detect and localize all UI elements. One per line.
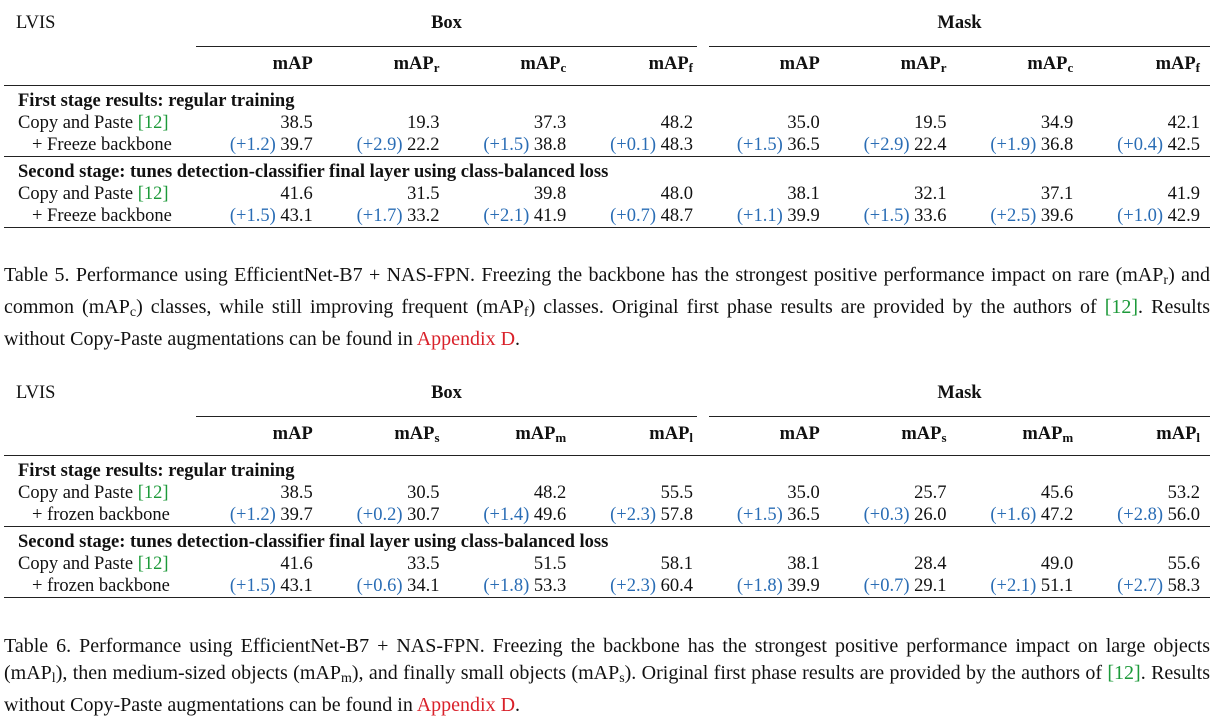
caption-math: mAP$_m$ <box>299 662 352 686</box>
metric-header: mAP$_c$ <box>1027 54 1074 75</box>
table-cell <box>1083 575 1210 598</box>
metric-value: 39.9 <box>787 206 820 226</box>
metric-value: 57.8 <box>660 505 693 525</box>
delta-value: (+1.5) <box>229 206 276 226</box>
section-title: First stage results: regular training <box>4 86 1210 113</box>
table-cell <box>703 205 830 228</box>
metric-value: 19.5 <box>914 113 947 133</box>
delta-value: (+1.2) <box>229 505 276 525</box>
metric-value: 58.3 <box>1167 576 1200 596</box>
delta-value: (+0.1) <box>610 135 656 155</box>
metric-value: 49.0 <box>1040 554 1074 574</box>
delta-value: (+2.1) <box>990 576 1037 596</box>
metric-value: 48.2 <box>533 483 567 503</box>
table-cell <box>1083 504 1210 527</box>
caption-text: . Results without Copy-Paste augmentations can be found in <box>4 296 1210 350</box>
table-cell <box>576 183 703 205</box>
citation-link[interactable]: [12] <box>137 184 169 204</box>
metric-value: 41.9 <box>533 206 567 226</box>
caption-text: ) and common ( <box>4 264 1210 318</box>
metric-value: 22.2 <box>407 135 440 155</box>
metric-value: 30.7 <box>407 505 440 525</box>
table-cell <box>957 183 1084 205</box>
table-cell <box>576 205 703 228</box>
caption-text: ), and finally small objects ( <box>351 662 579 684</box>
table-cell <box>957 112 1084 134</box>
caption-math: mAP$_s$ <box>578 662 625 686</box>
metric-value: 39.7 <box>280 505 313 525</box>
table-cell <box>196 112 323 134</box>
metric-header: mAP$_s$ <box>394 424 440 445</box>
delta-value: (+0.7) <box>610 206 656 226</box>
table-cell <box>196 553 323 575</box>
table-cell <box>830 575 957 598</box>
table-cell <box>1083 112 1210 134</box>
caption-math: mAP$_l$ <box>10 662 56 686</box>
table-cell <box>323 134 450 157</box>
metric-value: 47.2 <box>1040 505 1074 525</box>
table-cell <box>703 112 830 134</box>
caption-text: Table 6. Performance using EfficientNet-B7 + NAS-FPN. Freezing the backbone has the strongest positive performance impact on large objects ( <box>4 635 1210 684</box>
metric-value: 29.1 <box>914 576 947 596</box>
table-cell <box>576 553 703 575</box>
table-cell <box>957 575 1084 598</box>
metric-value: 51.5 <box>533 554 567 574</box>
metric-value: 48.7 <box>660 206 693 226</box>
metric-value: 38.8 <box>533 135 567 155</box>
citation-link[interactable]: [12] <box>137 113 169 133</box>
metric-value: 45.6 <box>1040 483 1074 503</box>
table-cell <box>957 482 1084 504</box>
metric-value: 31.5 <box>407 184 440 204</box>
delta-value: (+1.2) <box>229 135 276 155</box>
metric-header: mAP$_f$ <box>648 54 693 75</box>
blank-header <box>4 47 196 86</box>
table-row <box>4 112 1210 134</box>
table-row <box>4 553 1210 575</box>
table-row <box>4 183 1210 205</box>
table-cell <box>323 112 450 134</box>
table-cell <box>323 575 450 598</box>
table-cell <box>830 205 957 228</box>
delta-value: (+2.3) <box>610 576 656 596</box>
metric-value: 42.9 <box>1167 206 1200 226</box>
delta-value: (+1.5) <box>736 505 783 525</box>
caption-text: ), then medium-sized objects ( <box>55 662 300 684</box>
table-cell <box>576 134 703 157</box>
table-cell <box>576 575 703 598</box>
metric-header: mAP <box>779 54 820 74</box>
table-cell <box>450 553 577 575</box>
appendix-link[interactable]: Appendix D <box>416 694 516 716</box>
metric-value: 48.2 <box>660 113 693 133</box>
metric-value: 58.1 <box>660 554 693 574</box>
metric-value: 36.5 <box>787 135 820 155</box>
results-table-6 <box>4 378 1210 598</box>
delta-value: (+0.4) <box>1117 135 1163 155</box>
delta-value: (+1.9) <box>990 135 1037 155</box>
metric-value: 33.5 <box>407 554 440 574</box>
blank-header <box>4 417 196 456</box>
table-cell <box>450 482 577 504</box>
metric-value: 43.1 <box>280 206 313 226</box>
mask-group-header: Mask <box>703 378 1210 417</box>
caption-text: ). Original first phase results are provided by the authors of <box>624 662 1108 684</box>
table-cell <box>450 504 577 527</box>
metric-value: 38.1 <box>787 554 820 574</box>
results-table-5 <box>4 8 1210 228</box>
metric-header: mAP$_s$ <box>901 424 947 445</box>
table-cell <box>196 575 323 598</box>
section-title: First stage results: regular training <box>4 456 1210 483</box>
row-label: + Freeze backbone <box>4 205 196 228</box>
metric-value: 48.3 <box>660 135 693 155</box>
table-cell <box>196 134 323 157</box>
caption-math: mAP$_f$ <box>482 296 529 320</box>
metric-value: 60.4 <box>660 576 693 596</box>
box-group-header: Box <box>196 8 703 47</box>
delta-value: (+2.3) <box>610 505 656 525</box>
delta-value: (+1.1) <box>736 206 783 226</box>
table-cell <box>323 553 450 575</box>
table-cell <box>196 504 323 527</box>
table-row <box>4 482 1210 504</box>
metric-value: 42.5 <box>1167 135 1200 155</box>
metric-value: 19.3 <box>407 113 440 133</box>
table-row <box>4 575 1210 598</box>
delta-value: (+0.3) <box>863 505 910 525</box>
delta-value: (+1.7) <box>356 206 403 226</box>
metric-value: 36.5 <box>787 505 820 525</box>
metric-value: 34.9 <box>1040 113 1074 133</box>
table-cell <box>323 482 450 504</box>
metric-header: mAP <box>779 424 820 444</box>
metric-value: 33.2 <box>407 206 440 226</box>
metric-value: 48.0 <box>660 184 693 204</box>
metric-value: 41.9 <box>1167 184 1200 204</box>
citation-link[interactable]: [12] <box>1104 296 1139 318</box>
table-cell <box>576 482 703 504</box>
table-cell <box>576 504 703 527</box>
metric-value: 37.3 <box>533 113 567 133</box>
table-corner-label: LVIS <box>16 13 56 33</box>
metric-value: 53.2 <box>1167 483 1200 503</box>
delta-value: (+2.9) <box>863 135 910 155</box>
table-cell <box>196 205 323 228</box>
table-cell <box>323 183 450 205</box>
table-cell <box>196 482 323 504</box>
metric-value: 38.1 <box>787 184 820 204</box>
metric-value: 42.1 <box>1167 113 1200 133</box>
metric-value: 55.5 <box>660 483 693 503</box>
metric-value: 38.5 <box>280 113 313 133</box>
table-cell <box>957 205 1084 228</box>
table-cell <box>830 183 957 205</box>
table-cell <box>576 112 703 134</box>
table-5-caption: Table 5. Performance using EfficientNet-B7 + NAS-FPN. Freezing the backbone has the strongest positive performance impact on rare (mAP$_r$) and common (mAP$_c$) classes, while still improving frequent (mAP$_f$) classes. Original first phase results are provided by the authors of [12]. Results without Copy-Paste augmentations can be found in Appendix D. <box>4 264 1210 350</box>
metric-value: 35.0 <box>787 113 820 133</box>
table-cell <box>830 504 957 527</box>
table-cell <box>1083 183 1210 205</box>
delta-value: (+1.8) <box>736 576 783 596</box>
citation-link[interactable]: [12] <box>137 483 169 503</box>
caption-text: . Results without Copy-Paste augmentations can be found in <box>4 662 1210 716</box>
metric-value: 28.4 <box>914 554 947 574</box>
table-cell <box>703 134 830 157</box>
section-title: Second stage: tunes detection-classifier final layer using class-balanced loss <box>4 527 1210 554</box>
table-row <box>4 205 1210 228</box>
table-cell <box>450 575 577 598</box>
metric-value: 34.1 <box>407 576 440 596</box>
table-cell <box>1083 482 1210 504</box>
mask-group-header: Mask <box>703 8 1210 47</box>
table-cell <box>957 553 1084 575</box>
metric-header: mAP$_r$ <box>393 54 440 75</box>
delta-value: (+1.5) <box>863 206 910 226</box>
table-cell <box>957 134 1084 157</box>
table-cell <box>830 553 957 575</box>
metric-value: 56.0 <box>1167 505 1200 525</box>
delta-value: (+0.2) <box>356 505 403 525</box>
metric-header: mAP$_c$ <box>520 54 567 75</box>
metric-value: 38.5 <box>280 483 313 503</box>
row-label: + Freeze backbone <box>32 135 172 155</box>
metric-value: 49.6 <box>533 505 567 525</box>
delta-value: (+1.5) <box>736 135 783 155</box>
metric-value: 36.8 <box>1040 135 1074 155</box>
metric-value: 26.0 <box>914 505 947 525</box>
table-cell <box>703 575 830 598</box>
metric-value: 35.0 <box>787 483 820 503</box>
metric-value: 39.8 <box>533 184 567 204</box>
metric-header: mAP$_m$ <box>1022 424 1074 445</box>
section-title: Second stage: tunes detection-classifier final layer using class-balanced loss <box>4 157 1210 184</box>
table-corner-label: LVIS <box>16 383 56 403</box>
metric-header: mAP <box>272 424 313 444</box>
metric-header: mAP$_m$ <box>515 424 567 445</box>
table-cell <box>830 482 957 504</box>
row-label: + frozen backbone <box>4 575 196 598</box>
metric-value: 41.6 <box>280 554 313 574</box>
table-row <box>4 504 1210 527</box>
table-cell <box>323 504 450 527</box>
delta-value: (+1.6) <box>990 505 1037 525</box>
delta-value: (+2.1) <box>483 206 530 226</box>
citation-link[interactable]: [12] <box>137 554 169 574</box>
box-group-header: Box <box>196 378 703 417</box>
row-label: Copy and Paste [12] <box>18 184 169 204</box>
caption-text: Table 5. Performance using EfficientNet-B7 + NAS-FPN. Freezing the backbone has the strongest positive performance impact on rare ( <box>4 264 1123 286</box>
delta-value: (+2.9) <box>356 135 403 155</box>
metric-value: 39.7 <box>280 135 313 155</box>
metric-value: 32.1 <box>914 184 947 204</box>
metric-value: 55.6 <box>1167 554 1200 574</box>
row-label: Copy and Paste [12] <box>18 554 169 574</box>
metric-value: 53.3 <box>533 576 567 596</box>
metric-value: 39.6 <box>1040 206 1074 226</box>
table-cell <box>450 112 577 134</box>
metric-value: 25.7 <box>914 483 947 503</box>
metric-header: mAP$_l$ <box>649 424 693 445</box>
metric-value: 39.9 <box>787 576 820 596</box>
metric-header: mAP$_l$ <box>1156 424 1200 445</box>
metric-value: 37.1 <box>1040 184 1074 204</box>
table-cell <box>957 504 1084 527</box>
metric-header: mAP$_f$ <box>1155 54 1200 75</box>
metric-header: mAP <box>272 54 313 74</box>
table-cell <box>1083 134 1210 157</box>
delta-value: (+2.5) <box>990 206 1037 226</box>
appendix-link[interactable]: Appendix D <box>416 328 516 350</box>
metric-value: 33.6 <box>914 206 947 226</box>
table-cell <box>450 205 577 228</box>
metric-value: 41.6 <box>280 184 313 204</box>
table-6-caption: Table 6. Performance using EfficientNet-B7 + NAS-FPN. Freezing the backbone has the strongest positive performance impact on large objects (mAP$_l$), then medium-sized objects (mAP$_m$), and finally small objects (mAP$_s$). Original first phase results are provided by the authors of [12]. Results without Copy-Paste augmentations can be found in Appendix D. <box>4 635 1210 716</box>
metric-value: 51.1 <box>1040 576 1074 596</box>
delta-value: (+2.8) <box>1117 505 1163 525</box>
table-cell <box>703 482 830 504</box>
table-cell <box>450 183 577 205</box>
delta-value: (+1.5) <box>229 576 276 596</box>
table-cell <box>703 504 830 527</box>
delta-value: (+2.7) <box>1117 576 1163 596</box>
table-cell <box>323 205 450 228</box>
table-cell <box>830 134 957 157</box>
metric-value: 22.4 <box>914 135 947 155</box>
row-label: + frozen backbone <box>32 505 170 525</box>
row-label: Copy and Paste [12] <box>18 483 169 503</box>
metric-value: 43.1 <box>280 576 313 596</box>
delta-value: (+1.8) <box>483 576 530 596</box>
delta-value: (+0.7) <box>863 576 910 596</box>
table-cell <box>196 183 323 205</box>
delta-value: (+1.5) <box>483 135 530 155</box>
metric-header: mAP$_r$ <box>900 54 947 75</box>
table-cell <box>703 183 830 205</box>
delta-value: (+0.6) <box>356 576 403 596</box>
delta-value: (+1.0) <box>1117 206 1163 226</box>
caption-text: ) classes. Original first phase results are provided by the authors of <box>528 296 1105 318</box>
caption-math: mAP$_r$ <box>1122 264 1169 288</box>
table-cell <box>703 553 830 575</box>
caption-math: mAP$_c$ <box>88 296 137 320</box>
table-cell <box>1083 553 1210 575</box>
metric-value: 30.5 <box>407 483 440 503</box>
table-row <box>4 134 1210 157</box>
table-cell <box>830 112 957 134</box>
table-cell <box>1083 205 1210 228</box>
table-cell <box>450 134 577 157</box>
delta-value: (+1.4) <box>483 505 530 525</box>
row-label: Copy and Paste [12] <box>18 113 169 133</box>
citation-link[interactable]: [12] <box>1107 662 1141 684</box>
caption-text: ) classes, while still improving frequent ( <box>136 296 483 318</box>
